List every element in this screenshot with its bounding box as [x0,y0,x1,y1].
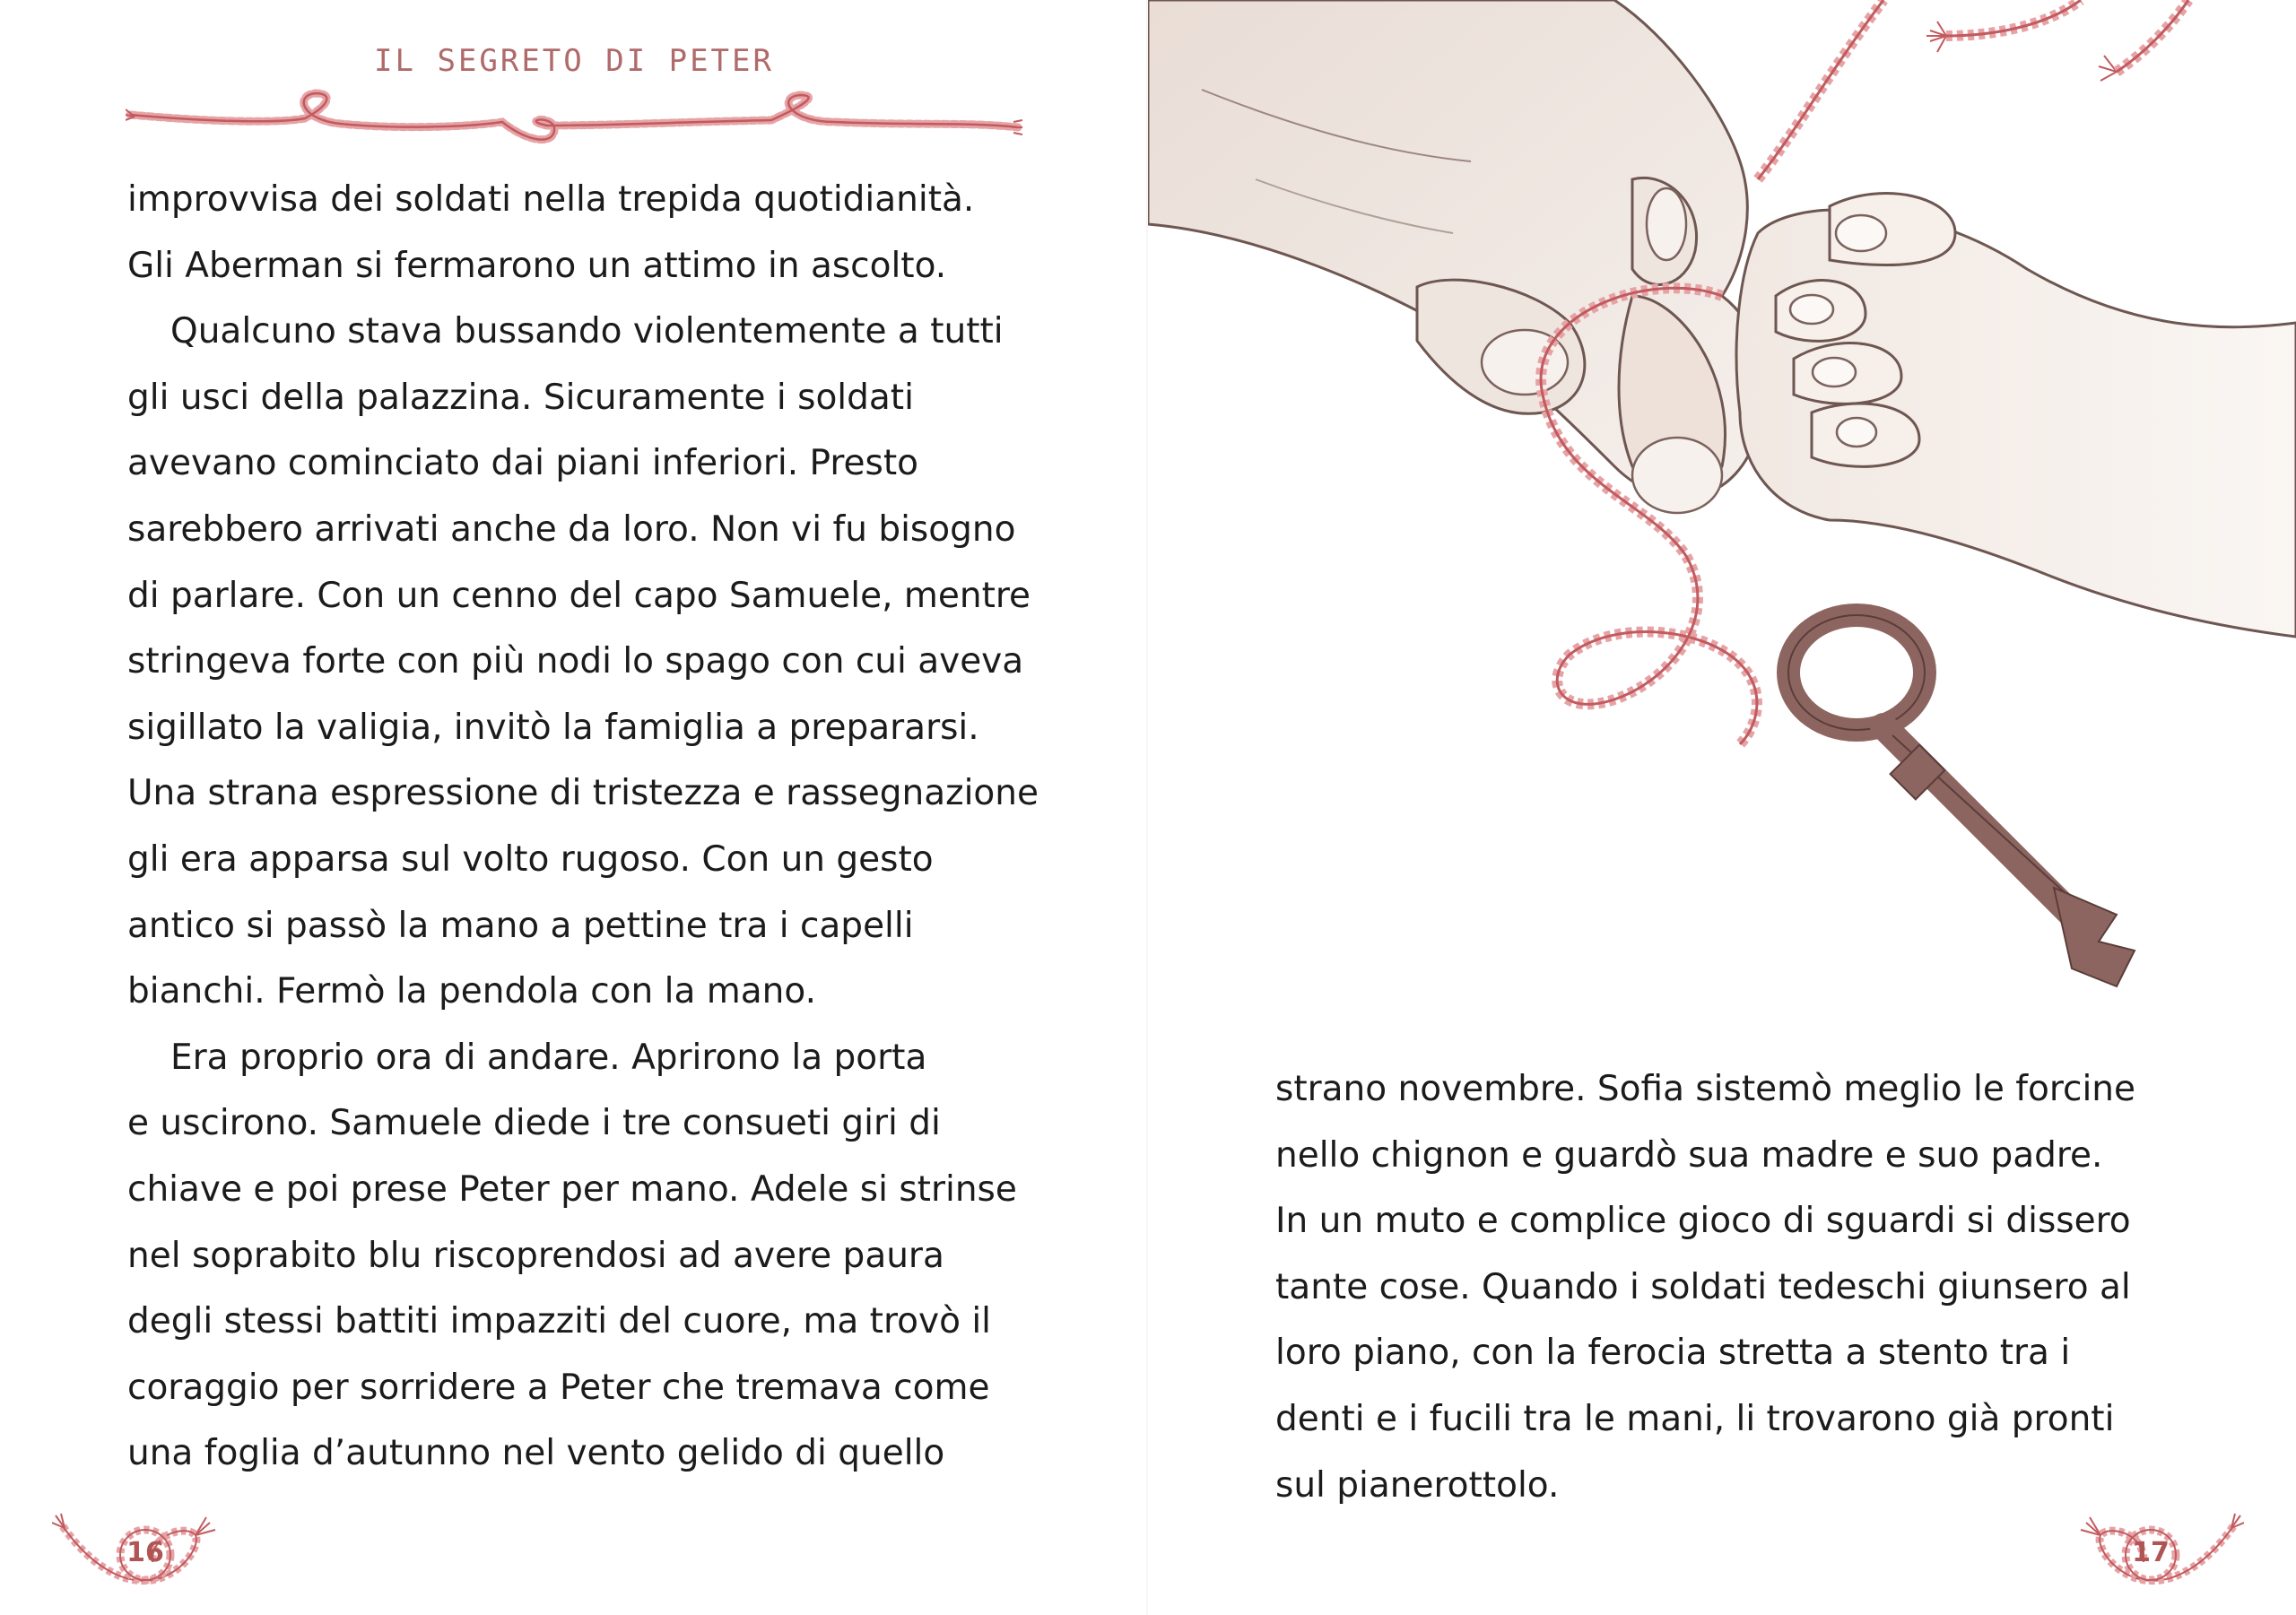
key-illustration [1788,615,2135,986]
text-line: degli stessi battiti impazziti del cuore, ma trovò il [127,1301,992,1342]
text-line: Gli Aberman si fermarono un attimo in ascolto. [127,245,947,286]
text-line: tante cose. Quando i soldati tedeschi giunsero al [1275,1266,2131,1307]
text-line: denti e i fucili tra le mani, li trovarono già pronti [1275,1398,2115,1439]
text-line: chiave e poi prese Peter per mano. Adele si strinse [127,1168,1017,1210]
text-line: nel soprabito blu riscoprendosi ad avere paura [127,1235,944,1276]
text-line: In un muto e complice gioco di sguardi si dissero [1275,1201,2131,1242]
adult-hand [1148,0,1765,513]
text-line: bianchi. Fermò la pendola con la mano. [127,971,816,1012]
running-head: IL SEGRETO DI PETER [374,43,774,79]
text-line: avevano cominciato dai piani inferiori. Presto [127,443,918,484]
text-line: Era proprio ora di andare. Aprirono la porta [170,1037,927,1078]
text-line: sigillato la valigia, invitò la famiglia a prepararsi. [127,707,979,748]
hands-and-key-illustration [1148,0,2296,1004]
text-line: strano novembre. Sofia sistemò meglio le forcine [1275,1069,2136,1109]
child-hand [1736,194,2296,637]
text-line: gli era apparsa sul volto rugoso. Con un gesto [127,838,934,880]
right-page [1148,0,2296,1615]
text-line: loro piano, con la ferocia stretta a stento tra i [1275,1333,2071,1374]
text-line: di parlare. Con un cenno del capo Samuele, mentre [127,575,1031,616]
text-line: coraggio per sorridere a Peter che tremava come [127,1367,990,1408]
text-line: nello chignon e guardò sua madre e suo padre. [1275,1134,2103,1176]
text-line: sarebbero arrivati anche da loro. Non vi fu bisogno [127,508,1016,550]
page-number: 16 [126,1537,164,1568]
text-line: e uscirono. Samuele diede i tre consueti giri di [127,1103,941,1144]
page-number: 17 [2132,1537,2170,1568]
text-line: gli usci della palazzina. Sicuramente i soldati [127,377,914,418]
text-line: sul pianerottolo. [1275,1464,1560,1506]
text-line: Qualcuno stava bussando violentemente a tutti [170,311,1004,352]
text-line: stringeva forte con più nodi lo spago con cui aveva [127,641,1024,682]
text-line: antico si passò la mano a pettine tra i capelli [127,905,914,946]
text-line: improvvisa dei soldati nella trepida quotidianità. [127,179,975,220]
right-page-body-text [1275,1056,2181,1518]
left-page-body-text [127,167,1039,1487]
red-cord-ornament [126,86,1022,158]
text-line: una foglia d’autunno nel vento gelido di quello [127,1433,945,1474]
text-line: Una strana espressione di tristezza e rassegnazione [127,773,1039,814]
